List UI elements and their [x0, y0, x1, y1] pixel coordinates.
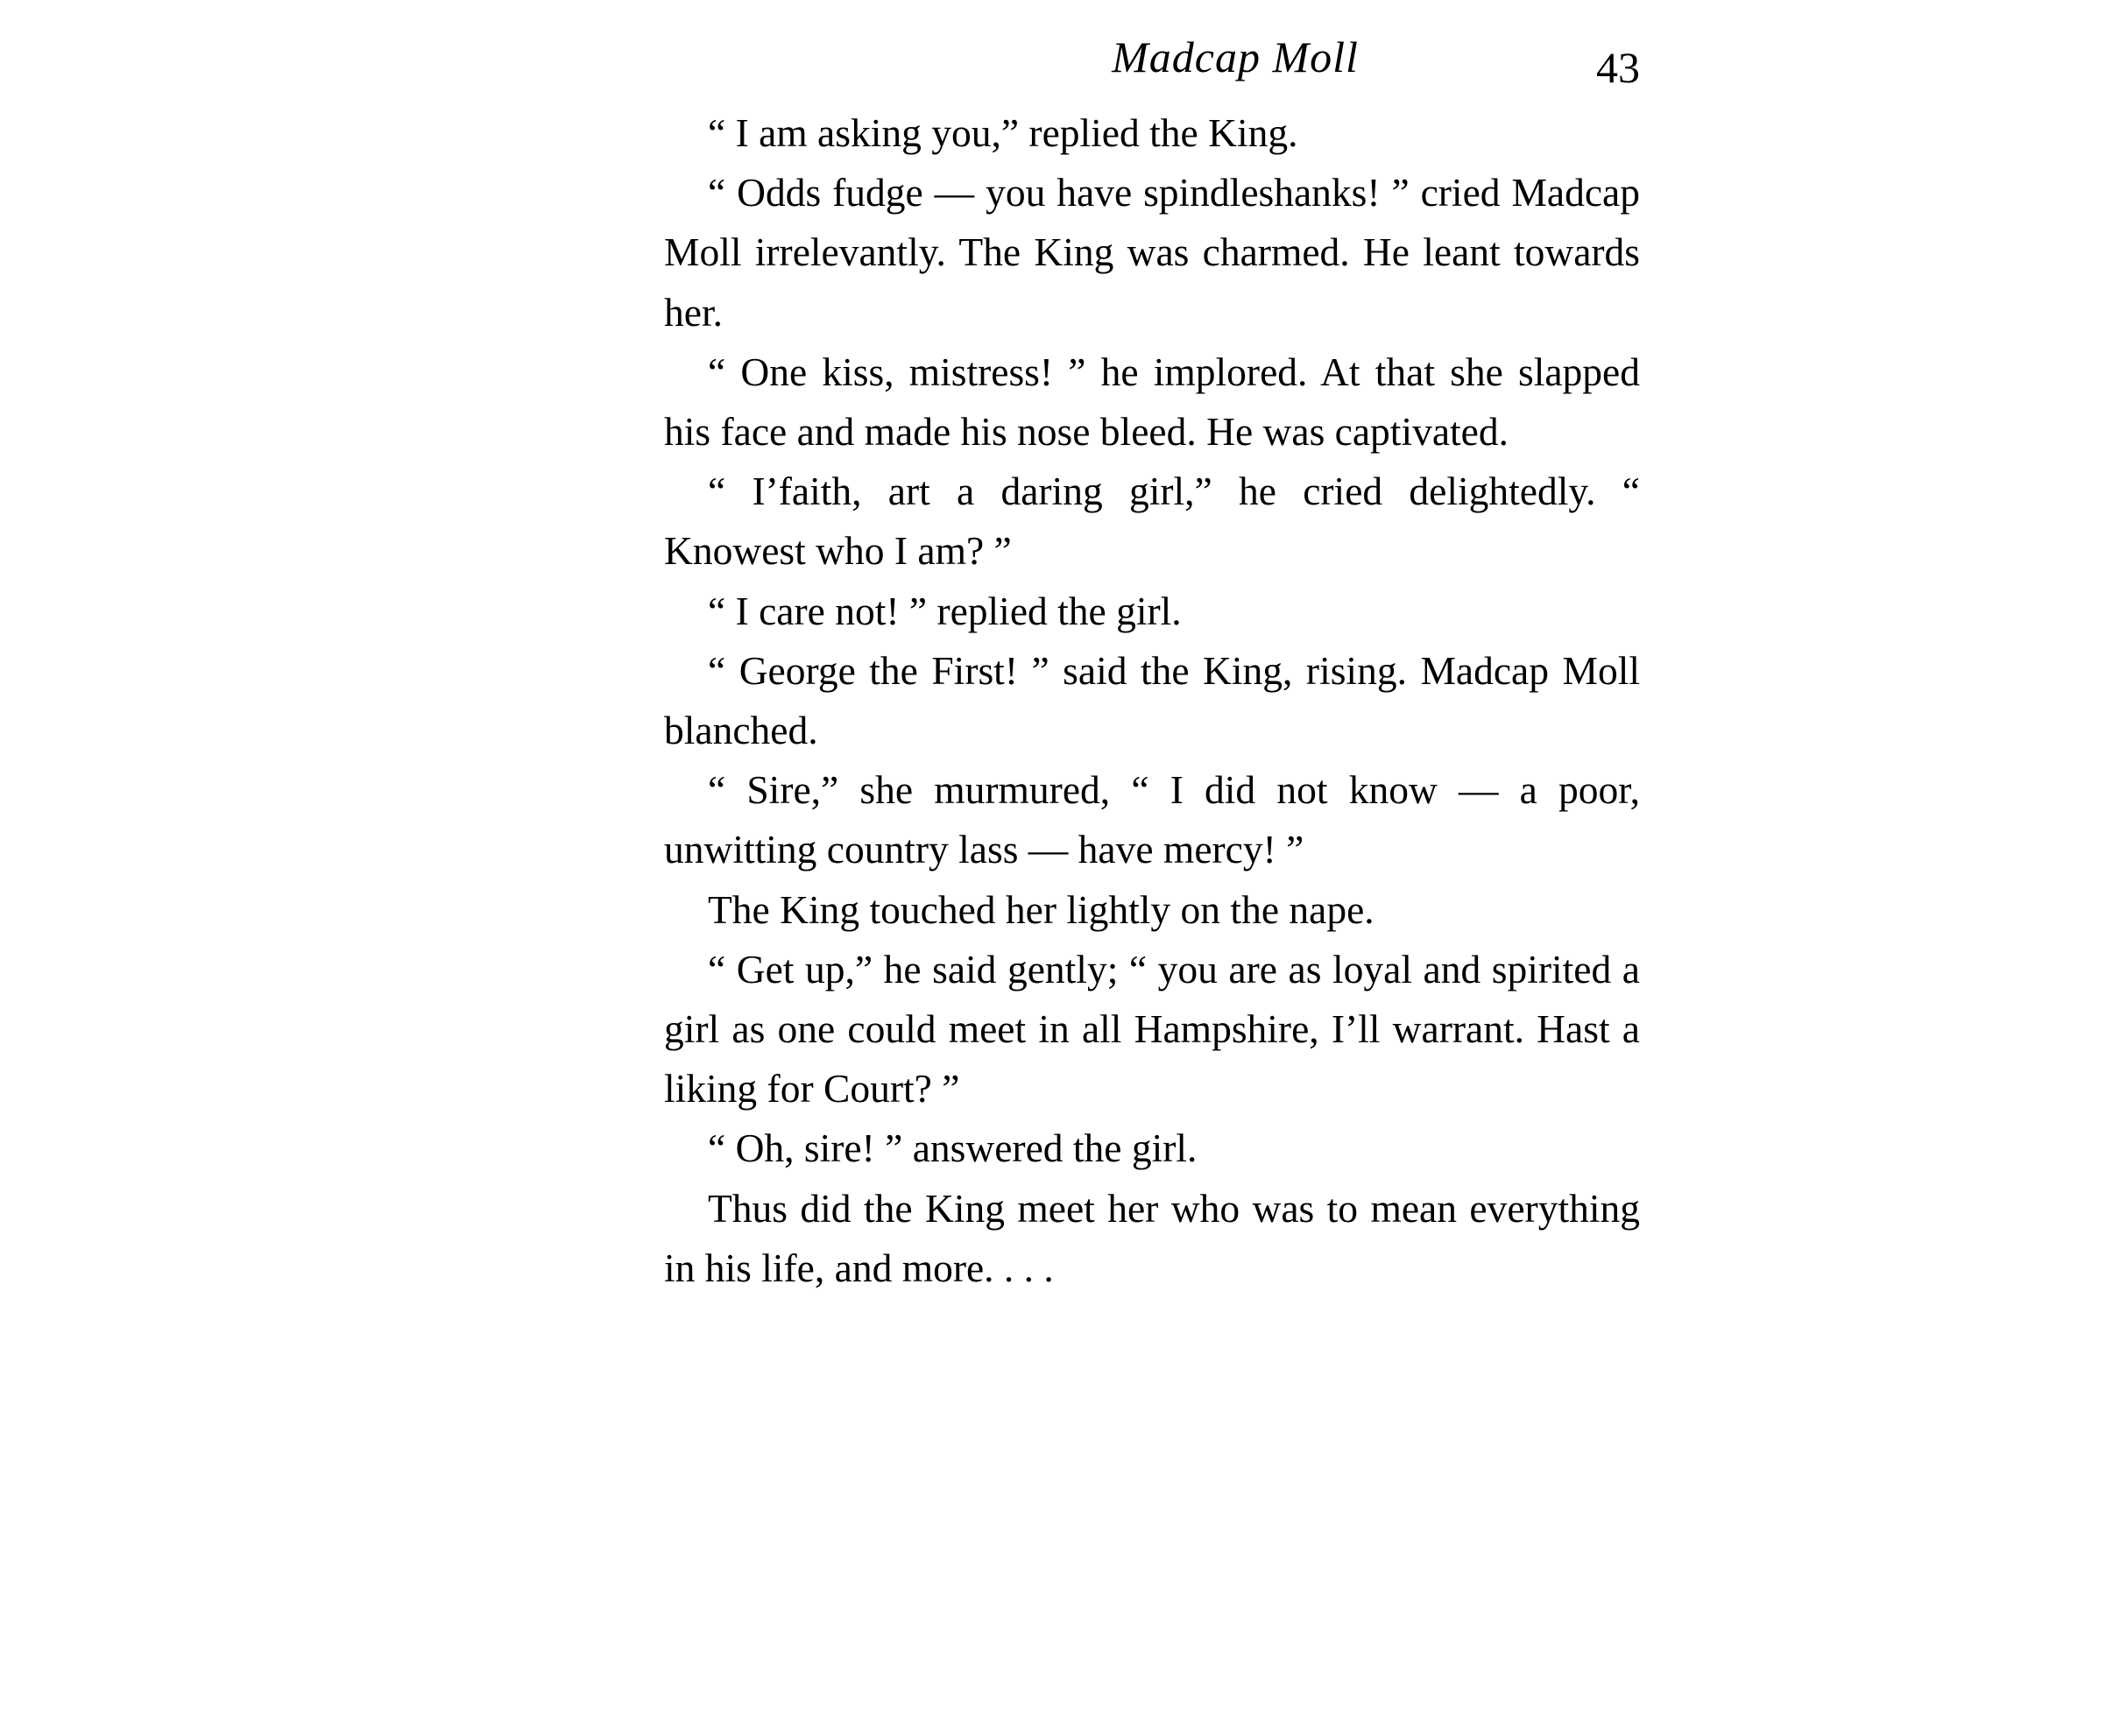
paragraph: “ I’faith, art a daring girl,” he cried delightedly. “ Knowest who I am? ”	[664, 469, 1640, 574]
paragraph: “ One kiss, mistress! ” he implored. At that she slapped his face and made his nose bleed. He was captivated.	[664, 349, 1640, 455]
paragraph: The King touched her lightly on the nape.	[708, 886, 1375, 932]
paragraph: “ Sire,” she murmured, “ I did not know — a poor, unwitting country lass — have mercy! ”	[664, 767, 1640, 872]
paragraph: “ Oh, sire! ” answered the girl.	[708, 1126, 1198, 1171]
paragraph: “ Get up,” he said gently; “ you are as loyal and spirited a girl as one could meet in all Hampshire, I’ll warrant. Hast a liking for Court? ”	[664, 946, 1640, 1111]
paragraph: “ I care not! ” replied the girl.	[708, 588, 1182, 633]
paragraph: “ Odds fudge — you have spindleshanks! ” cried Madcap Moll irrelevantly. The King was charmed. He leant towards her.	[664, 170, 1640, 335]
paragraph: “ George the First! ” said the King, rising. Madcap Moll blanched.	[664, 647, 1640, 753]
page-number: 43	[1596, 43, 1640, 92]
body-text	[664, 103, 1640, 1298]
paragraph: “ I am asking you,” replied the King.	[708, 110, 1298, 155]
paragraph: Thus did the King meet her who was to mean everything in his life, and more. . . .	[664, 1185, 1640, 1290]
running-title: Madcap Moll	[1112, 32, 1359, 81]
